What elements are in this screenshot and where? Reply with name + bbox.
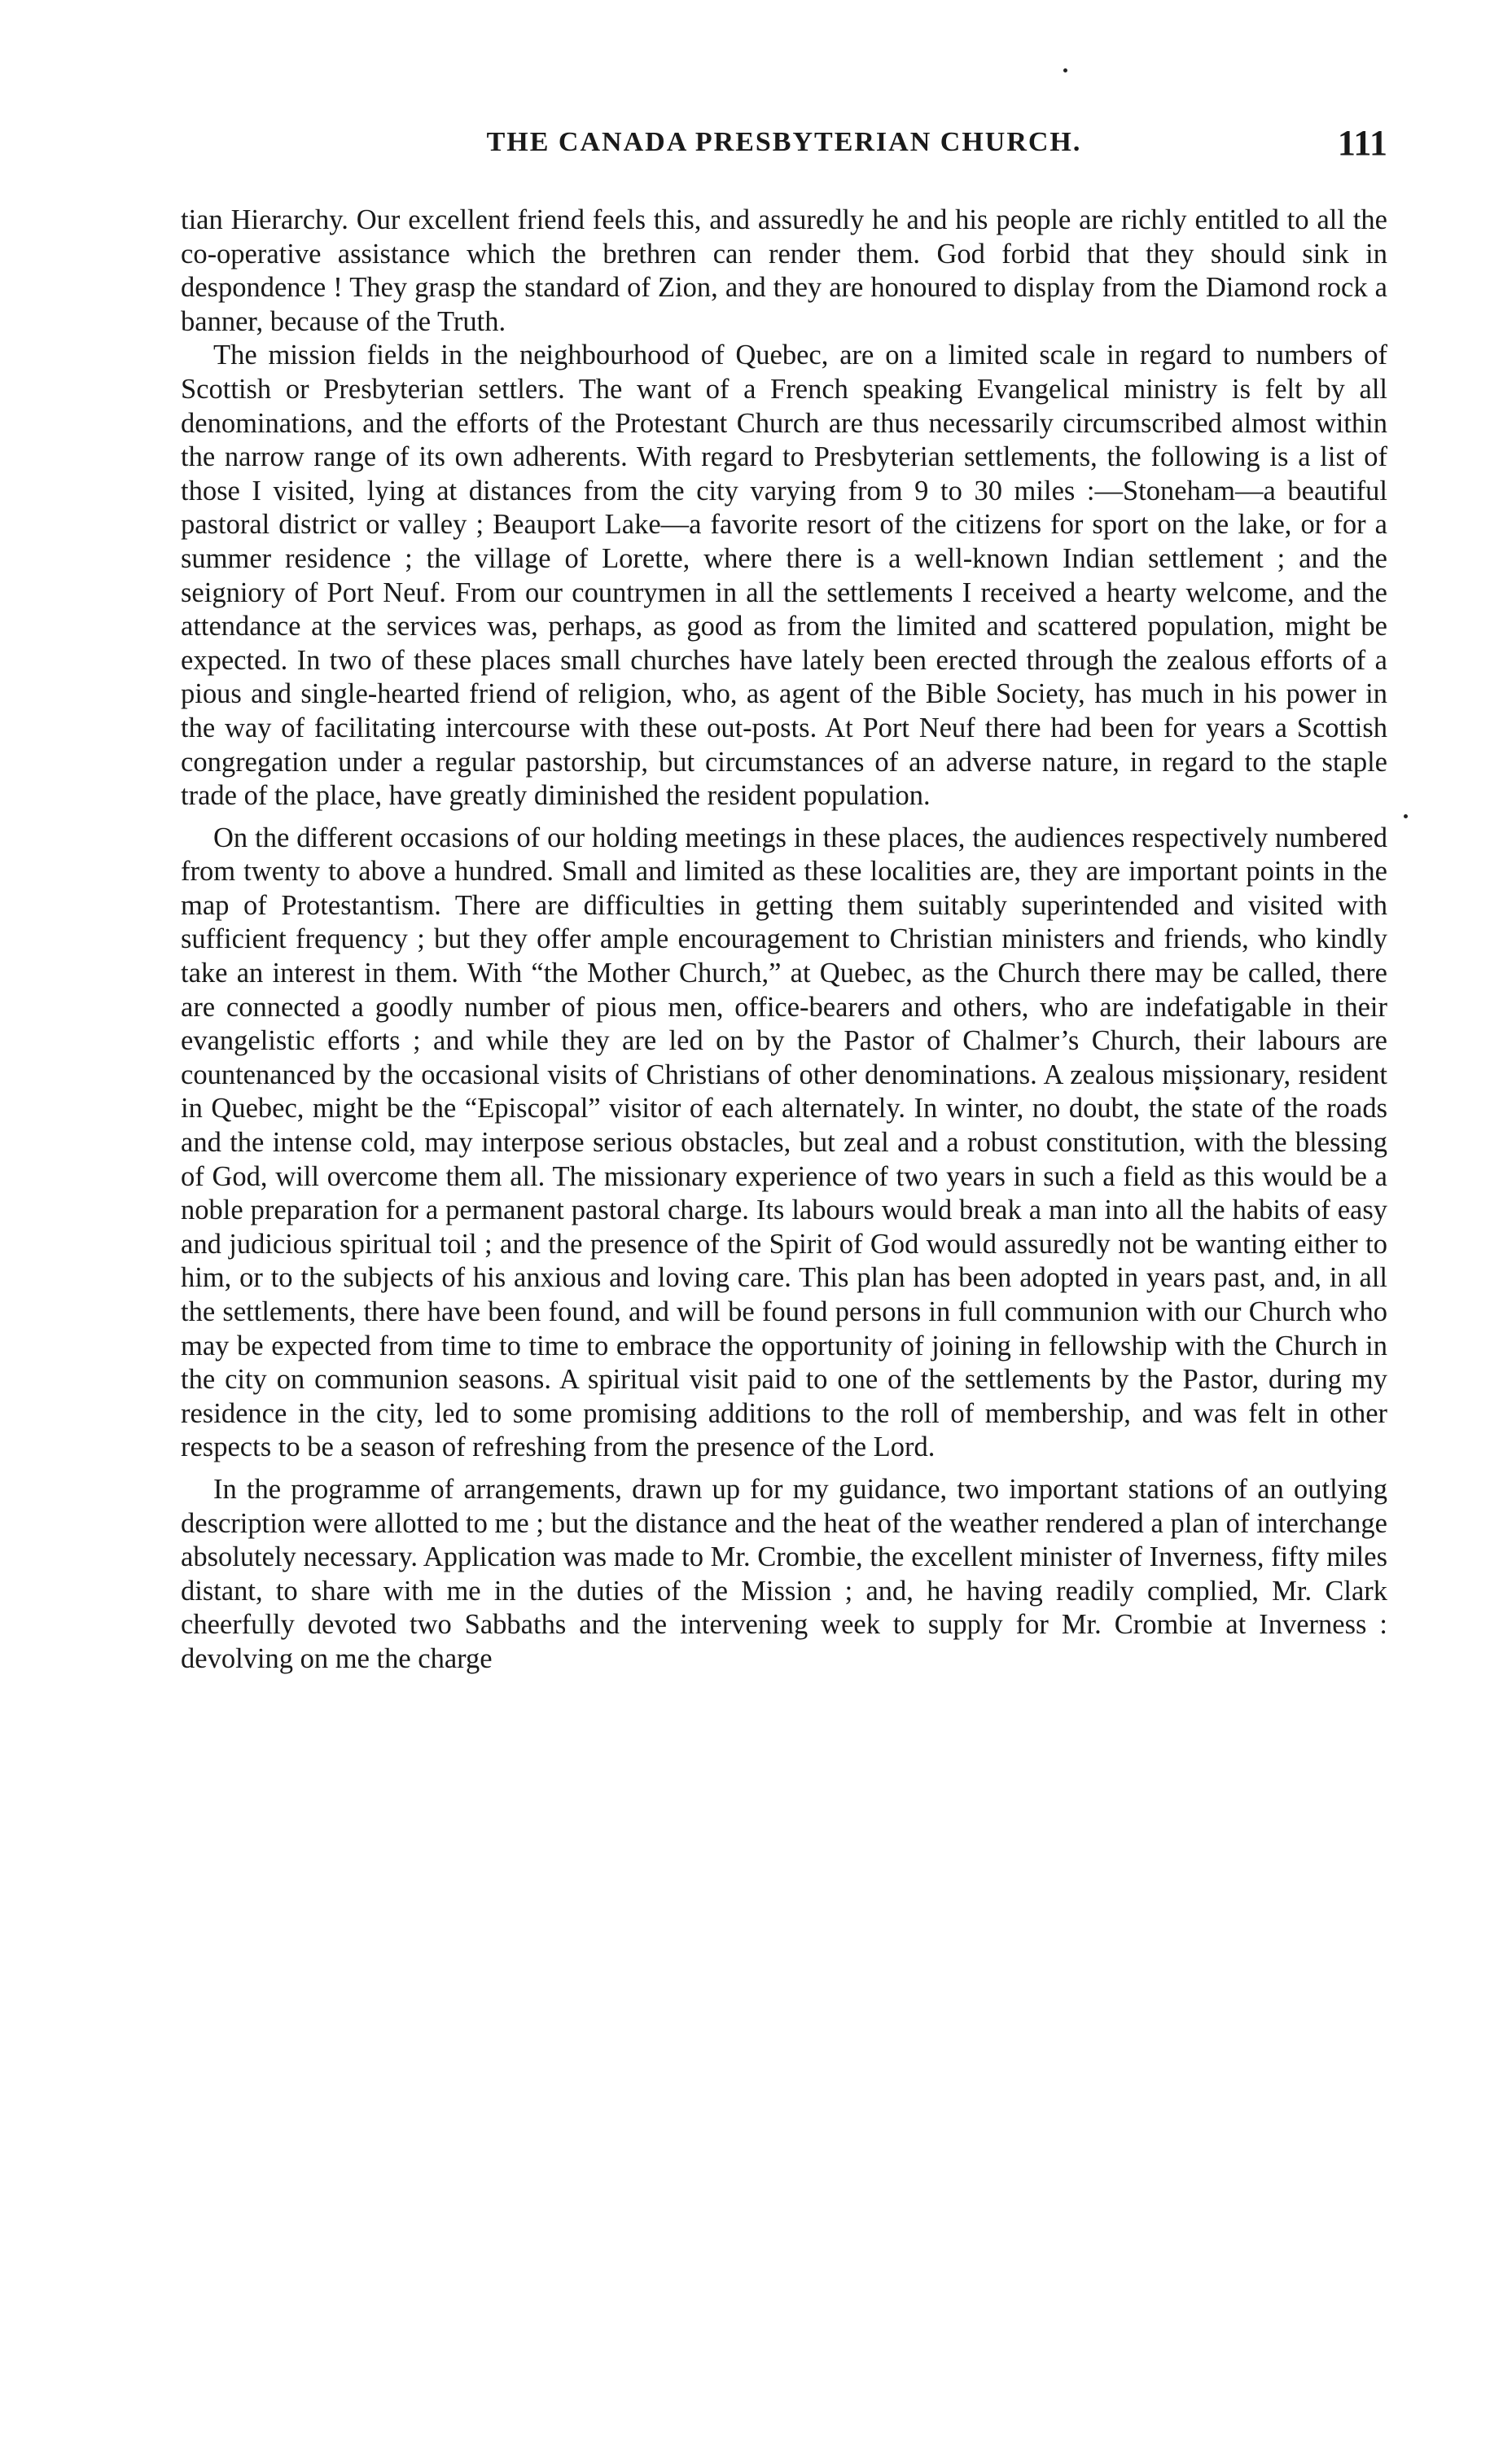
paragraph-meetings: On the different occasions of our holding meetings in these places, the audiences respectively numbered from twenty to above a hundred. Small and limited as these localities are, they are important points in the map of Protestantism. There are difficulties in getting them suitably superintended and visited with sufficient frequency ; but they offer ample encouragement to Christian ministers and friends, who kindly take an interest in them. With “the Mother Church,” at Quebec, as the Church there may be called, there are connected a goodly number of pious men, office-bearers and others, who are indefatigable in their evangelistic efforts ; and while they are led on by the Pastor of Chalmer’s Church, their labours are countenanced by the occasional visits of Christians of other denominations. A zealous missionary, resident in Quebec, might be the “Episcopal” visitor of each alternately. In winter, no doubt, the state of the roads and the intense cold, may interpose serious obstacles, but zeal and a robust constitution, with the blessing of God, will overcome them all. The missionary experience of two years in such a field as this would be a noble preparation for a permanent pastoral charge. Its labours would break a man into all the habits of easy and judicious spiritual toil ; and the presence of the Spirit of God would assuredly not be wanting either to him, or to the subjects of his anxious and loving care. This plan has been adopted in years past, and, in all the settlements, there have been found, and will be found persons in full communion with our Church who may be expected from time to time to embrace the opportunity of joining in fellowship with the Church in the city on communion seasons. A spiritual visit paid to one of the settlements by the Pastor, during my residence in the city, led to some promising additions to the roll of membership, and was felt in other respects to be a season of refreshing from the presence of the Lord. (181, 822, 1387, 1463)
running-title: THE CANADA PRESBYTERIAN CHURCH. (486, 127, 1082, 157)
paragraph-programme: In the programme of arrangements, drawn up for my guidance, two important stations of an outlying description were allotted to me ; but the distance and the heat of the weather rendered a plan of interchange absolutely necessary. Application was made to Mr. Crombie, the excellent minister of Inverness, fifty miles distant, to share with me in the duties of the Mission ; and, he having readily complied, Mr. Clark cheerfully devoted two Sabbaths and the intervening week to supply for Mr. Crombie at Inverness : devolving on me the charge (181, 1473, 1387, 1674)
paragraph-continued: tian Hierarchy. Our excellent friend feels this, and assuredly he and his people are richly entitled to all the co-operative assistance which the brethren can render them. God forbid that they should sink in despondence ! They grasp the standard of Zion, and they are honoured to display from the Diamond rock a banner, because of the Truth. (181, 204, 1387, 337)
page-speck (1063, 68, 1067, 72)
page-number: 111 (1337, 123, 1387, 163)
body-text (181, 204, 1387, 1677)
paragraph-mission-fields: The mission fields in the neighbourhood of Quebec, are on a limited scale in regard to numbers of Scottish or Presbyterian settlers. The want of a French speaking Evangelical ministry is felt by all denominations, and the efforts of the Protestant Church are thus necessarily circumscribed almost within the narrow range of its own adherents. With regard to Presbyterian settlements, the following is a list of those I visited, lying at distances from the city varying from 9 to 30 miles :—Stoneham—a beautiful pastoral district or valley ; Beauport Lake—a favorite resort of the citizens for sport on the lake, or for a summer residence ; the village of Lorette, where there is a well-known Indian settlement ; and the seigniory of Port Neuf. From our countrymen in all the settlements I received a hearty welcome, and the attendance at the services was, perhaps, as good as from the limited and scattered population, might be expected. In two of these places small churches have lately been erected through the zealous efforts of a pious and single-hearted friend of religion, who, as agent of the Bible Society, has much in his power in the way of facilitating intercourse with these out-posts. At Port Neuf there had been for years a Scottish congregation under a regular pastorship, but circumstances of an adverse nature, in regard to the staple trade of the place, have greatly diminished the resident population. (181, 340, 1387, 812)
page-speck (1404, 814, 1408, 818)
page-header (181, 122, 1387, 171)
